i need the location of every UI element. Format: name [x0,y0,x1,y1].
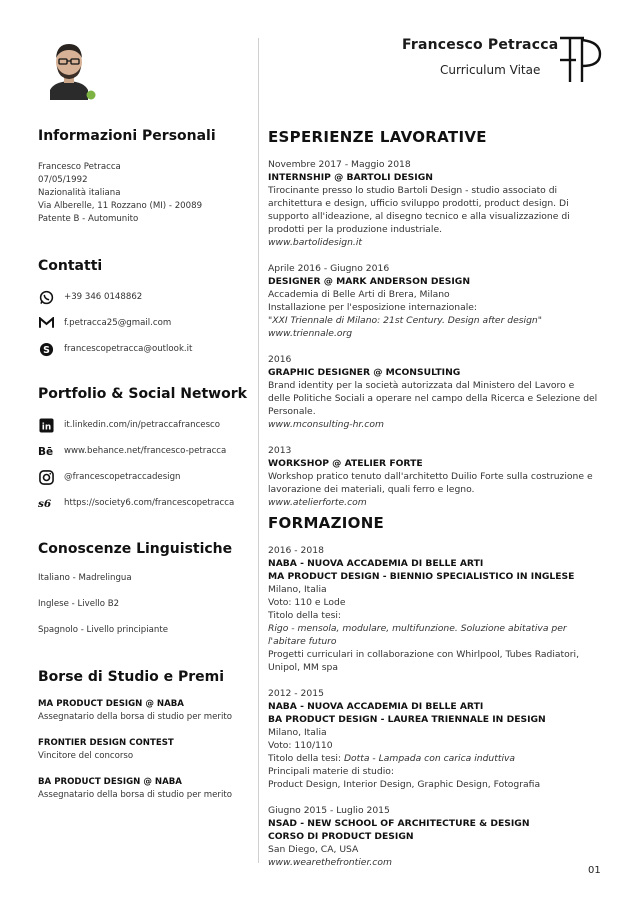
experience-date: Aprile 2016 - Giugno 2016 [268,263,390,274]
award-item [38,776,248,802]
instagram-icon [38,469,54,485]
award-title: MA PRODUCT DESIGN @ NABA [38,699,184,709]
education-section [268,514,598,869]
header-name: Francesco Petracca [402,37,559,53]
experience-desc: Brand identity per la società autorizzata dal Ministero del Lavoro e delle Politiche Sociali a operare nel campo della Ricerca e Selezione del Personale. [268,380,598,417]
education-degree: CORSO DI PRODUCT DESIGN [268,831,414,842]
portfolio-linkedin[interactable] [38,412,248,438]
education-date: Giugno 2015 - Luglio 2015 [268,805,390,816]
experience-line: Accademia di Belle Arti di Brera, Milano [268,289,450,300]
portfolio-instagram[interactable] [38,464,248,490]
experience-role: DESIGNER @ MARK ANDERSON DESIGN [268,276,471,287]
column-divider [258,38,259,863]
experience-role: WORKSHOP @ ATELIER FORTE [268,458,423,469]
skype-icon [38,341,54,357]
education-thesis-label: Titolo della tesi: [268,610,342,621]
portfolio-society6[interactable] [38,490,248,516]
personal-line: Via Alberelle, 11 Rozzano (MI) - 20089 [38,201,203,211]
education-date: 2012 - 2015 [268,688,324,699]
award-item [38,698,248,724]
experience-desc: Workshop pratico tenuto dall'architetto Duilio Forte sulla costruzione e lavorazione dei materiali, quali ferro e legno. [268,471,593,495]
experience-role: INTERNSHIP @ BARTOLI DESIGN [268,172,433,183]
portfolio-behance-text: www.behance.net/francesco-petracca [64,445,227,456]
portfolio-instagram-text: @francescopetraccadesign [64,471,181,482]
education-item [268,804,598,869]
gmail-icon [38,315,54,331]
experience-role: GRAPHIC DESIGNER @ MCONSULTING [268,367,461,378]
language-item: Italiano - Madrelingua [38,573,132,583]
experience-url[interactable]: www.triennale.org [268,328,353,339]
education-subjects-label: Principali materie di studio: [268,766,394,777]
contacts-section [38,258,248,362]
education-thesis-separator: - [369,753,379,764]
experience-line: Installazione per l'esposizione internazionale: [268,302,478,313]
portfolio-section [38,386,248,516]
education-thesis-title: Dotta [343,753,370,764]
personal-info-section [38,128,248,226]
society6-icon [38,495,54,511]
page-number: 01 [588,865,601,876]
contact-email[interactable] [38,310,248,336]
monogram-logo [556,30,602,86]
experience-url[interactable]: www.mconsulting-hr.com [268,419,384,430]
personal-info-title: Informazioni Personali [38,128,216,144]
education-place: Milano, Italia [268,584,327,595]
experience-url[interactable]: www.atelierforte.com [268,497,367,508]
contact-phone-text: +39 346 0148862 [64,291,143,302]
education-thesis: Rigo - mensola, modulare, multifunzione. Soluzione abitativa per l'abitare futuro [268,623,567,647]
award-desc: Assegnatario della borsa di studio per merito [38,712,232,722]
education-place: San Diego, CA, USA [268,844,359,855]
education-thesis-label: Titolo della tesi: [268,753,344,764]
education-school: NABA - NUOVA ACCADEMIA DI BELLE ARTI [268,558,484,569]
svg-text:s6: s6 [38,498,52,509]
personal-line: Patente B - Automunito [38,214,139,224]
award-desc: Assegnatario della borsa di studio per merito [38,790,232,800]
experience-item [268,262,598,340]
whatsapp-icon [38,289,54,305]
education-item [268,544,598,674]
award-desc: Vincitore del concorso [38,751,134,761]
contact-skype[interactable] [38,336,248,362]
education-grade: Voto: 110/110 [268,740,333,751]
awards-section [38,669,248,802]
portfolio-society6-text: https://society6.com/francescopetracca [64,497,235,508]
experience-desc: Tirocinante presso lo studio Bartoli Design - studio associato di architettura e design, ufficio sviluppo prodotti, product design. Di supporto all'ideazione, al disegno tecnico e alla visualizzazione di prodotti per la produzione industriale. [268,185,570,235]
education-place: Milano, Italia [268,727,327,738]
linkedin-icon [38,417,54,433]
experience-quote: "XXI Triennale di Milano: 21st Century. Design after design" [268,315,542,326]
education-degree: BA PRODUCT DESIGN - LAUREA TRIENNALE IN DESIGN [268,714,546,725]
education-thesis-line [268,752,598,765]
language-item: Inglese - Livello B2 [38,599,120,609]
header-subtitle: Curriculum Vitae [440,63,541,77]
languages-title: Conoscenze Linguistiche [38,541,233,557]
experience-item [268,158,598,249]
experience-url[interactable]: www.bartolidesign.it [268,237,362,248]
portfolio-linkedin-text: it.linkedin.com/in/petraccafrancesco [64,419,221,430]
svg-text:in: in [41,421,51,432]
behance-icon [38,443,54,459]
education-school: NSAD - NEW SCHOOL OF ARCHITECTURE & DESIGN [268,818,530,829]
award-item [38,737,248,763]
education-degree: MA PRODUCT DESIGN - BIENNIO SPECIALISTICO IN INGLESE [268,571,575,582]
portfolio-behance[interactable] [38,438,248,464]
languages-section [38,541,248,650]
language-item: Spagnolo - Livello principiante [38,625,169,635]
portfolio-title: Portfolio & Social Network [38,386,247,402]
experience-item [268,353,598,431]
profile-photo [40,38,98,100]
experience-section [268,128,598,509]
education-school: NABA - NUOVA ACCADEMIA DI BELLE ARTI [268,701,484,712]
personal-line: Francesco Petracca [38,162,121,172]
education-subjects: Product Design, Interior Design, Graphic Design, Fotografia [268,779,541,790]
svg-text:Bē: Bē [38,446,54,457]
award-title: FRONTIER DESIGN CONTEST [38,738,174,748]
experience-title: ESPERIENZE LAVORATIVE [268,128,487,146]
contacts-title: Contatti [38,258,103,274]
svg-text:S: S [42,344,50,356]
education-title: FORMAZIONE [268,514,385,532]
personal-line: Nazionalità italiana [38,188,121,198]
contact-skype-text: francescopetracca@outlook.it [64,343,193,354]
education-item [268,687,598,791]
contact-email-text: f.petracca25@gmail.com [64,317,172,328]
education-extra: Progetti curriculari in collaborazione con Whirlpool, Tubes Radiatori, Unipol, MM spa [268,649,580,673]
personal-line: 07/05/1992 [38,175,88,185]
experience-date: 2013 [268,445,292,456]
education-url[interactable]: www.wearethefrontier.com [268,857,392,868]
education-date: 2016 - 2018 [268,545,324,556]
experience-item [268,444,598,509]
experience-date: 2016 [268,354,292,365]
education-grade: Voto: 110 e Lode [268,597,346,608]
experience-date: Novembre 2017 - Maggio 2018 [268,159,411,170]
awards-title: Borse di Studio e Premi [38,669,225,685]
award-title: BA PRODUCT DESIGN @ NABA [38,777,182,787]
contact-phone[interactable] [38,284,248,310]
education-thesis-subtitle: Lampada con carica induttiva [378,753,516,764]
